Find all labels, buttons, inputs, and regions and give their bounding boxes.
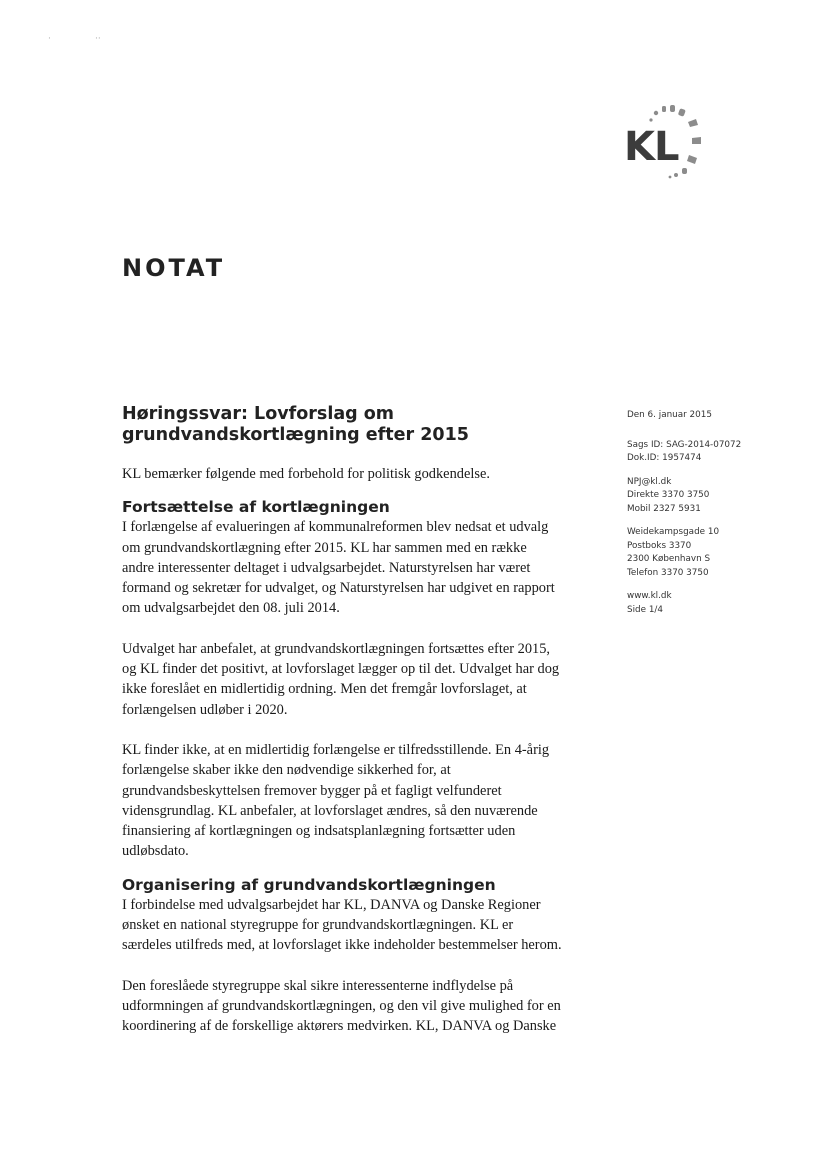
sidebar-metadata — [627, 409, 797, 627]
text-line: om grundvandskortlægning efter 2015. KL har sammen med en række — [122, 539, 527, 556]
text-line: udformningen af grundvandskortlægningen, og den vil give mulighed for en — [122, 997, 561, 1014]
text-line: finansiering af kortlægningen og indsatsplanlægning fortsætter uden — [122, 823, 516, 840]
paragraph — [122, 517, 602, 618]
page-number: Side 1/4 — [627, 604, 663, 615]
intro-paragraph: KL bemærker følgende med forbehold for politisk godkendelse. — [122, 466, 490, 482]
text-line: I forbindelse med udvalgsarbejdet har KL, DANVA og Danske Regioner — [122, 896, 541, 913]
text-line: formand og sekretær for udvalget, og Naturstyrelsen har udgivet en rapport — [122, 580, 555, 597]
paragraph — [122, 895, 602, 956]
text-line: ikke foreslået en midlertidig ordning. Men det fremgår lovforslaget, at — [122, 681, 527, 698]
text-line: andre interessenter deltaget i udvalgsarbejdet. Naturstyrelsen har været — [122, 559, 531, 576]
address-city: 2300 København S — [627, 554, 711, 564]
text-line: Udvalget har anbefalet, at grundvandskortlægningen fortsættes efter 2015, — [122, 640, 551, 657]
doc-id: Dok.ID: 1957474 — [627, 453, 702, 463]
contact-mobile: Mobil 2327 5931 — [627, 503, 701, 514]
text-line: ønsket en national styregruppe for grundvandskortlægningen. KL er — [122, 917, 514, 934]
title-line: Høringssvar: Lovforslag om — [122, 404, 395, 424]
section-heading: Organisering af grundvandskortlægningen — [122, 875, 496, 894]
document-title — [122, 404, 592, 446]
kl-logo — [616, 100, 726, 190]
document-body — [122, 464, 602, 1037]
case-id: Sags ID: SAG-2014-07072 — [627, 439, 742, 450]
text-line: Den foreslåede styregruppe skal sikre interessenterne indflydelse på — [122, 977, 514, 994]
text-line: vidensgrundlag. KL anbefaler, at lovforslaget ændres, så den nuværende — [122, 802, 538, 819]
text-line: forlængelsen udløber i 2020. — [122, 701, 288, 718]
text-line: KL finder ikke, at en midlertidig forlængelse er tilfredsstillende. En 4-årig — [122, 741, 550, 758]
address-pobox: Postboks 3370 — [627, 540, 692, 551]
title-line: grundvandskortlægning efter 2015 — [122, 425, 469, 445]
document-type: NOTAT — [122, 254, 226, 282]
text-line: særdeles utilfreds med, at lovforslaget ikke indeholder bestemmelser herom. — [122, 937, 562, 954]
text-line: udløbsdato. — [122, 843, 189, 860]
paragraph — [122, 740, 602, 862]
scan-speck: · — [48, 34, 51, 44]
text-line: grundvandsbeskyttelsen fremover bygger på et fagligt velfunderet — [122, 782, 502, 799]
text-line: koordinering af de forskellige aktørers medvirken. KL, DANVA og Danske — [122, 1018, 557, 1035]
text-line: forlængelse skaber ikke den nødvendige sikkerhed for, at — [122, 762, 451, 779]
contact-email: NPJ@kl.dk — [627, 476, 672, 487]
scan-speck: ·· — [95, 34, 101, 44]
text-line: I forlængelse af evalueringen af kommunalreformen blev nedsat et udvalg — [122, 519, 549, 536]
website: www.kl.dk — [627, 591, 672, 601]
address-street: Weidekampsgade 10 — [627, 527, 720, 537]
text-line: om udvalgsarbejdet den 08. juli 2014. — [122, 600, 340, 617]
document-date: Den 6. januar 2015 — [627, 410, 712, 420]
address-phone: Telefon 3370 3750 — [627, 567, 709, 578]
paragraph — [122, 976, 602, 1037]
logo-text: KL — [624, 124, 679, 170]
contact-direct: Direkte 3370 3750 — [627, 490, 710, 500]
text-line: og KL finder det positivt, at lovforslaget lægger op til det. Udvalget har dog — [122, 661, 560, 678]
section-heading: Fortsættelse af kortlægningen — [122, 498, 390, 517]
paragraph — [122, 639, 602, 720]
